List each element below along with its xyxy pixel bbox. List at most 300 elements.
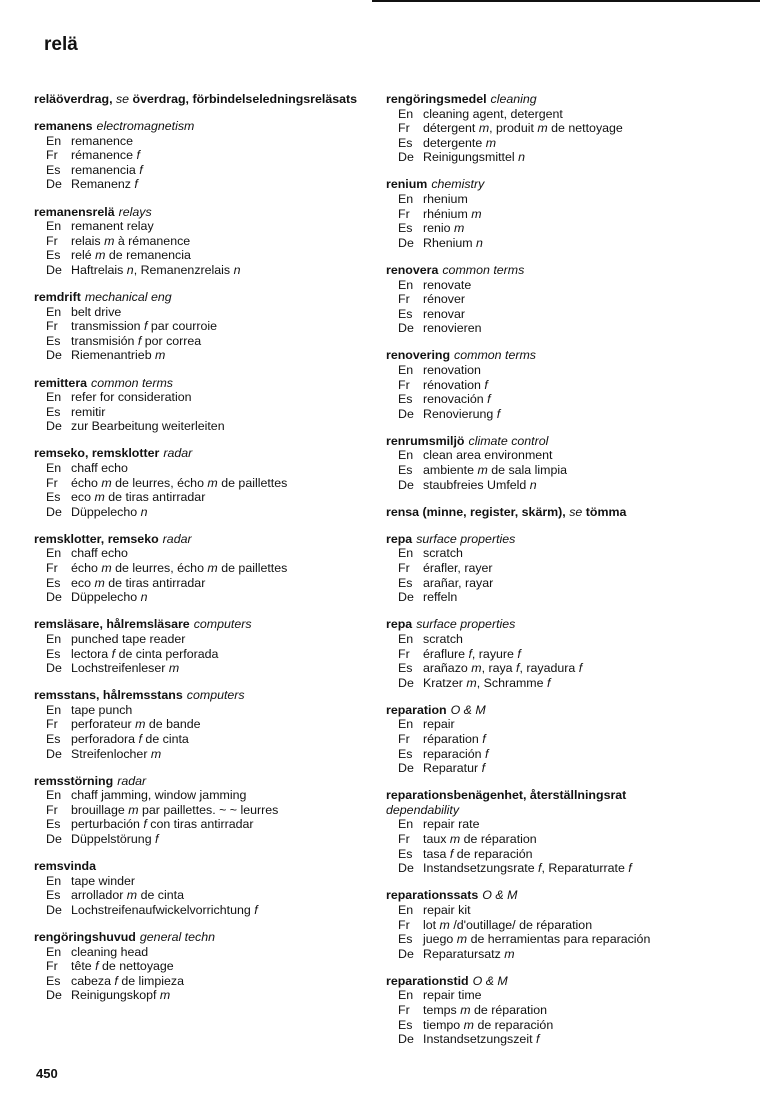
grammatical-gender: m [478, 121, 490, 136]
page-header-title: relä [44, 34, 78, 55]
dictionary-entry [34, 446, 374, 519]
translation-continuation: de cinta [145, 731, 189, 746]
translation-text: Reinigungskopf [71, 988, 157, 1003]
subject-domain: climate control [468, 433, 549, 448]
grammatical-gender: f [111, 646, 116, 661]
translation-continuation: de reparación [477, 1017, 554, 1032]
translation-row [386, 1018, 736, 1033]
grammatical-gender: f [496, 406, 501, 421]
language-code: Es [398, 392, 413, 407]
translation-row [34, 134, 374, 149]
headword: remdrift [34, 290, 81, 305]
translation-continuation: de herramientas para reparación [470, 932, 651, 947]
translation-text: remanencia [71, 162, 136, 177]
translation-text: renovación [423, 392, 484, 407]
translation-row [34, 874, 374, 889]
translation-row [34, 348, 374, 363]
grammatical-gender: f [143, 817, 147, 832]
grammatical-gender: n [233, 262, 241, 277]
dictionary-entry [34, 119, 374, 192]
dictionary-entry [34, 376, 374, 434]
language-code: De [398, 946, 414, 961]
grammatical-gender: f [546, 675, 551, 690]
grammatical-gender: m [128, 802, 139, 817]
translation-text: ambiente [423, 463, 474, 478]
language-code: De [46, 177, 62, 192]
language-code: En [398, 277, 414, 292]
language-code: En [398, 192, 414, 207]
cross-reference [34, 92, 374, 107]
translation-continuation: de nettoyage [102, 959, 174, 974]
language-code: En [46, 219, 62, 234]
translation-text: Riemenantrieb [71, 348, 152, 363]
entry-head [34, 859, 374, 874]
reference-term: tömma [585, 504, 627, 519]
right-column [386, 92, 736, 1059]
language-code: En [46, 702, 62, 717]
headword: repa [386, 531, 413, 546]
grammatical-gender: f [136, 148, 140, 163]
translation-row [386, 932, 736, 947]
translation-row [34, 234, 374, 249]
translation-text: transmisión [71, 333, 135, 348]
subject-domain: surface properties [416, 617, 516, 632]
language-code: Es [398, 661, 413, 676]
translation-row [386, 121, 736, 136]
translation-continuation: de bande [148, 717, 201, 732]
translation-text: perturbación [71, 817, 140, 832]
translation-text: perforateur [71, 717, 132, 732]
grammatical-gender: m [477, 463, 488, 478]
grammatical-gender: f [487, 392, 491, 407]
translation-row [34, 832, 374, 847]
translation-text: repair [423, 717, 455, 732]
dictionary-entry [386, 888, 736, 961]
translation-text: perforadora [71, 731, 136, 746]
translation-continuation: , Reparaturrate [541, 861, 625, 876]
grammatical-gender: f [139, 162, 143, 177]
translation-continuation: de leurres, écho [115, 561, 204, 576]
dictionary-entry [386, 434, 736, 492]
translation-row [34, 590, 374, 605]
language-code: Fr [398, 832, 410, 847]
top-rule [372, 0, 760, 2]
dictionary-entry [34, 92, 374, 107]
dictionary-entry [386, 348, 736, 421]
translation-continuation: /d'outillage/ de réparation [453, 917, 593, 932]
translation-text: Reparatur [423, 761, 479, 776]
reference-term: reläöverdrag, [34, 92, 113, 106]
language-code: Es [46, 817, 61, 832]
translation-row [34, 490, 374, 505]
subject-domain: O & M [472, 973, 508, 988]
entry-head [34, 205, 374, 220]
language-code: Es [398, 463, 413, 478]
translation-continuation: de réparation [463, 832, 537, 847]
grammatical-gender: m [537, 121, 548, 136]
grammatical-gender: m [449, 832, 461, 847]
grammatical-gender: n [140, 504, 148, 519]
translation-continuation: de tiras antirradar [108, 575, 206, 590]
grammatical-gender: n [140, 590, 148, 605]
translation-row [386, 192, 736, 207]
translation-text: temps [423, 1002, 457, 1017]
subject-domain: cleaning [490, 92, 537, 106]
language-code: En [398, 106, 414, 121]
language-code: En [46, 390, 62, 405]
translation-continuation: , rayure [471, 646, 514, 661]
translation-text: détergent [423, 121, 476, 136]
translation-text: renovar [423, 306, 466, 321]
subject-domain: radar [117, 773, 147, 788]
translation-continuation: , produit [489, 121, 534, 136]
translation-text: tape winder [71, 873, 136, 888]
translation-row [386, 236, 736, 251]
language-code: En [46, 460, 62, 475]
translation-continuation: , raya [481, 661, 513, 676]
headword: reparationssats [386, 888, 479, 903]
translation-row [386, 278, 736, 293]
language-code: De [398, 477, 414, 492]
translation-text: arañar, rayar [423, 575, 494, 590]
translation-row [34, 419, 374, 434]
language-code: De [398, 321, 414, 336]
grammatical-gender: m [485, 135, 497, 150]
language-code: En [46, 133, 62, 148]
entry-head [386, 92, 736, 107]
translation-continuation: de paillettes [221, 475, 288, 490]
translation-text: Instandsetzungszeit [423, 1032, 533, 1047]
entry-head [386, 617, 736, 632]
page-number: 450 [36, 1066, 58, 1081]
translation-row [386, 647, 736, 662]
translation-continuation: con tiras antirradar [150, 817, 254, 832]
translation-text: rhénium [423, 206, 468, 221]
language-code: De [46, 832, 62, 847]
translation-row [386, 463, 736, 478]
language-code: De [46, 348, 62, 363]
language-code: En [46, 304, 62, 319]
headword: renrumsmiljö [386, 433, 465, 448]
grammatical-gender: f [95, 959, 99, 974]
translation-text: chaff echo [71, 546, 128, 561]
subject-domain: common terms [454, 348, 536, 363]
translation-text: rénover [423, 292, 466, 307]
grammatical-gender: f [449, 846, 454, 861]
translation-row [386, 676, 736, 691]
translation-row [386, 661, 736, 676]
headword: remsvinda [34, 859, 96, 874]
headword: remittera [34, 375, 88, 390]
grammatical-gender: m [101, 561, 112, 576]
translation-text: lot [423, 917, 437, 932]
grammatical-gender: m [168, 661, 180, 676]
subject-domain: common terms [442, 262, 525, 277]
grammatical-gender: m [95, 248, 106, 263]
language-code: De [46, 504, 62, 519]
translation-row [34, 788, 374, 803]
subject-domain: radar [162, 531, 192, 546]
translation-text: Reparatursatz [423, 946, 501, 961]
translation-text: écho [71, 475, 98, 490]
subject-domain: O & M [482, 888, 518, 903]
language-code: En [46, 944, 62, 959]
language-code: De [46, 262, 62, 277]
translation-row [386, 478, 736, 493]
language-code: Es [46, 404, 61, 419]
translation-text: tiempo [423, 1017, 461, 1032]
language-code: En [398, 817, 414, 832]
grammatical-gender: m [460, 1002, 471, 1017]
language-code: Es [398, 846, 413, 861]
language-code: Fr [398, 1002, 410, 1017]
dictionary-entry [34, 205, 374, 278]
translation-text: rémanence [71, 148, 133, 163]
translation-row [386, 847, 736, 862]
translation-text: arañazo [423, 661, 468, 676]
subject-domain: computers [186, 688, 245, 703]
translation-row [386, 307, 736, 322]
language-code: De [398, 861, 414, 876]
translation-text: Düppelstörung [71, 832, 152, 847]
language-code: De [398, 235, 414, 250]
headword: renium [386, 177, 428, 192]
grammatical-gender: f [482, 731, 486, 746]
dictionary-entry [34, 532, 374, 605]
language-code: Es [398, 306, 413, 321]
cross-reference [386, 505, 736, 520]
language-code: Fr [398, 206, 410, 221]
grammatical-gender: f [535, 1032, 540, 1047]
grammatical-gender: m [471, 206, 482, 221]
dictionary-entry [386, 177, 736, 250]
translation-text: juego [423, 932, 454, 947]
entry-head [34, 376, 374, 391]
translation-text: reparación [423, 746, 482, 761]
language-code: Fr [398, 121, 410, 136]
translation-text: tape punch [71, 702, 133, 717]
entry-head [386, 788, 736, 817]
entry-head [386, 434, 736, 449]
translation-row [386, 576, 736, 591]
translation-row [34, 647, 374, 662]
translation-continuation: par paillettes. ~ ~ leurres [141, 802, 279, 817]
language-code: De [46, 902, 62, 917]
grammatical-gender: m [463, 1017, 474, 1032]
see-marker: se [115, 92, 130, 106]
translation-row [34, 803, 374, 818]
language-code: Fr [46, 233, 58, 248]
translation-text: Kratzer [423, 675, 463, 690]
translation-continuation: de limpieza [121, 973, 185, 988]
entry-head [386, 974, 736, 989]
language-code: Es [46, 248, 61, 263]
translation-text: renovation [423, 363, 481, 377]
grammatical-gender: f [134, 177, 138, 192]
translation-text: réparation [423, 731, 479, 746]
grammatical-gender: m [94, 490, 105, 505]
translation-row [386, 448, 736, 463]
translation-row [34, 661, 374, 676]
language-code: Es [398, 221, 413, 236]
language-code: En [46, 631, 62, 646]
language-code: Fr [46, 561, 58, 576]
translation-text: staubfreies Umfeld [423, 477, 527, 492]
translation-text: rénovation [423, 377, 481, 392]
language-code: De [46, 590, 62, 605]
translation-row [386, 136, 736, 151]
translation-text: renio [423, 221, 451, 236]
translation-continuation: de remanencia [108, 248, 191, 263]
subject-domain: general techn [139, 930, 215, 944]
translation-text: remanence [71, 133, 133, 148]
translation-row [34, 974, 374, 989]
translation-row [386, 221, 736, 236]
translation-row [386, 378, 736, 393]
dictionary-entry [386, 263, 736, 336]
translation-text: relais [71, 233, 101, 248]
dictionary-entry [34, 688, 374, 761]
language-code: En [46, 546, 62, 561]
language-code: Fr [398, 377, 410, 392]
translation-continuation: , Schramme [476, 675, 544, 690]
translation-row [34, 219, 374, 234]
translation-text: arrollador [71, 888, 124, 903]
translation-row [386, 292, 736, 307]
headword: reparationstid [386, 973, 469, 988]
translation-text: Renovierung [423, 406, 494, 421]
translation-text: Instandsetzungsrate [423, 861, 535, 876]
grammatical-gender: f [484, 377, 488, 392]
grammatical-gender: f [628, 861, 632, 876]
translation-row [386, 761, 736, 776]
language-code: De [398, 675, 414, 690]
language-code: Fr [46, 319, 58, 334]
headword: remsstans, hålremsstans [34, 688, 183, 703]
translation-text: tête [71, 959, 92, 974]
translation-text: relé [71, 248, 92, 263]
language-code: Fr [46, 959, 58, 974]
translation-text: repair time [423, 988, 482, 1003]
subject-domain: chemistry [431, 177, 485, 192]
translation-row [34, 747, 374, 762]
translation-continuation: de leurres, écho [115, 475, 204, 490]
translation-text: zur Bearbeitung weiterleiten [71, 419, 225, 434]
headword: remanens [34, 119, 93, 134]
translation-text: cleaning agent, detergent [423, 106, 563, 121]
translation-continuation: à rémanence [117, 233, 191, 248]
translation-text: chaff jamming, window jamming [71, 788, 247, 803]
translation-text: Rhenium [423, 235, 473, 250]
entry-head [34, 446, 374, 461]
reference-term: överdrag, [132, 92, 189, 106]
headword: remsstörning [34, 773, 114, 788]
translation-continuation: , rayadura [519, 661, 576, 676]
translation-text: remitir [71, 404, 106, 419]
language-code: Es [46, 575, 61, 590]
grammatical-gender: m [456, 932, 468, 947]
translation-row [34, 717, 374, 732]
dictionary-entry [386, 505, 736, 520]
headword: rengöringshuvud [34, 930, 136, 944]
translation-text: tasa [423, 846, 447, 861]
translation-row [34, 505, 374, 520]
translation-row [34, 576, 374, 591]
subject-domain: surface properties [416, 531, 516, 546]
language-code: Es [398, 1017, 413, 1032]
translation-continuation: de cinta [140, 888, 184, 903]
language-code: Es [46, 888, 61, 903]
grammatical-gender: f [485, 746, 489, 761]
grammatical-gender: f [468, 646, 472, 661]
translation-text: Lochstreifenleser [71, 661, 166, 676]
translation-text: renovate [423, 277, 472, 292]
entry-head [386, 532, 736, 547]
translation-text: eco [71, 490, 91, 505]
translation-continuation: de nettoyage [551, 121, 623, 136]
grammatical-gender: f [516, 661, 520, 676]
grammatical-gender: m [159, 988, 171, 1003]
translation-text: taux [423, 832, 447, 847]
translation-row [386, 717, 736, 732]
translation-row [34, 476, 374, 491]
headword: remanensrelä [34, 204, 115, 219]
translation-text: érafler, rayer [423, 561, 493, 576]
grammatical-gender: m [155, 348, 166, 363]
grammatical-gender: m [94, 575, 105, 590]
translation-text: Reinigungsmittel [423, 150, 515, 165]
translation-row [34, 405, 374, 420]
translation-continuation: par courroie [150, 319, 218, 334]
language-code: De [398, 590, 414, 605]
dictionary-entry [386, 92, 736, 165]
translation-row [386, 903, 736, 918]
grammatical-gender: m [466, 675, 477, 690]
dictionary-entry [386, 974, 736, 1047]
translation-row [34, 561, 374, 576]
translation-row [386, 832, 736, 847]
translation-text: Streifenlocher [71, 746, 148, 761]
translation-text: Remanenz [71, 177, 131, 192]
language-code: En [398, 988, 414, 1003]
grammatical-gender: m [471, 661, 482, 676]
subject-domain: computers [193, 617, 252, 632]
translation-text: éraflure [423, 646, 466, 661]
translation-text: punched tape reader [71, 631, 186, 646]
language-code: En [398, 717, 414, 732]
translation-text: renovieren [423, 321, 482, 336]
language-code: Fr [398, 917, 410, 932]
language-code: Es [398, 932, 413, 947]
grammatical-gender: m [207, 561, 218, 576]
translation-row [386, 207, 736, 222]
translation-row [34, 334, 374, 349]
translation-continuation: , Remanenzrelais [133, 262, 231, 277]
subject-domain: mechanical eng [84, 290, 172, 305]
headword: remseko, remsklotter [34, 446, 160, 461]
grammatical-gender: m [207, 475, 218, 490]
grammatical-gender: m [135, 717, 146, 732]
translation-row [386, 1003, 736, 1018]
language-code: En [398, 631, 414, 646]
language-code: Fr [46, 717, 58, 732]
language-code: Fr [46, 475, 58, 490]
translation-row [386, 861, 736, 876]
grammatical-gender: f [114, 973, 118, 988]
grammatical-gender: m [126, 888, 138, 903]
translation-row [34, 461, 374, 476]
headword: remsläsare, hålremsläsare [34, 617, 190, 632]
